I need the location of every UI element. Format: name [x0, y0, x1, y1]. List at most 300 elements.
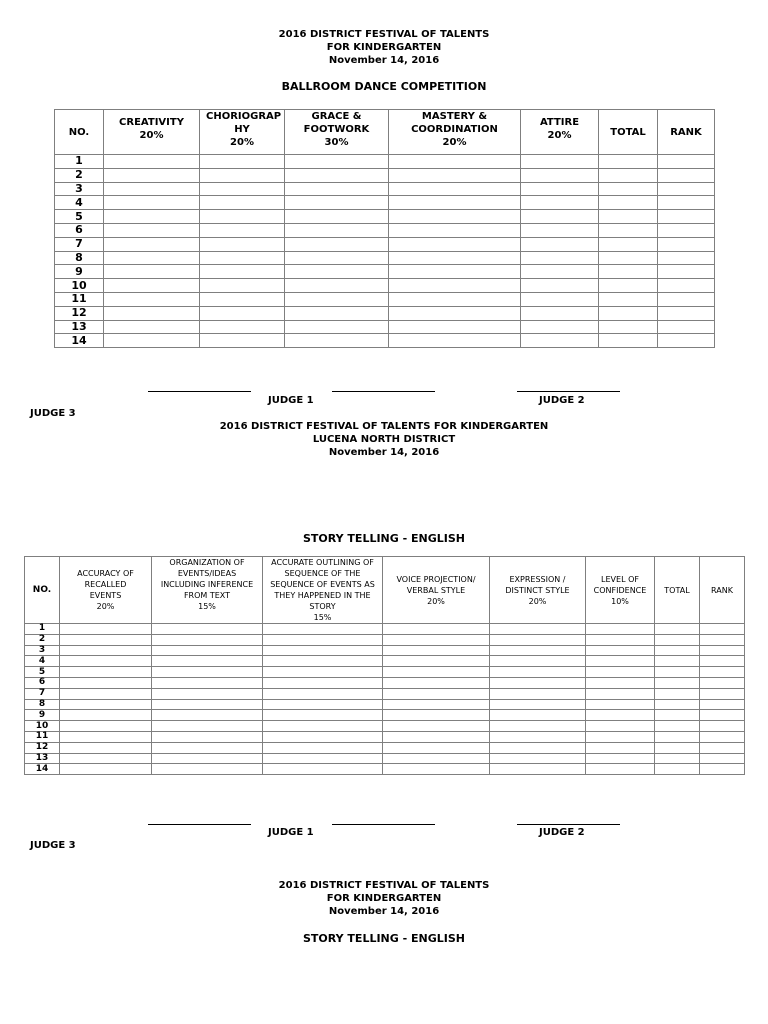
score-cell[interactable] — [490, 645, 586, 656]
score-cell[interactable] — [263, 710, 383, 721]
score-cell[interactable] — [521, 237, 599, 251]
row-number: 11 — [25, 731, 60, 742]
score-cell[interactable] — [599, 265, 658, 279]
table-row — [55, 168, 715, 182]
score-cell[interactable] — [586, 688, 655, 699]
row-number: 14 — [25, 764, 60, 775]
row-number: 13 — [25, 753, 60, 764]
score-cell[interactable] — [104, 306, 200, 320]
score-cell[interactable] — [655, 645, 700, 656]
score-cell[interactable] — [200, 292, 285, 306]
score-cell[interactable] — [389, 320, 521, 334]
score-cell[interactable] — [599, 196, 658, 210]
score-cell[interactable] — [60, 677, 152, 688]
row-number: 11 — [55, 292, 104, 306]
score-cell[interactable] — [60, 667, 152, 678]
column-header-choreography: CHORIOGRAP HY 20% — [200, 110, 285, 155]
score-cell[interactable] — [521, 279, 599, 293]
score-cell[interactable] — [152, 710, 263, 721]
score-cell[interactable] — [263, 624, 383, 635]
table-row — [25, 699, 745, 710]
score-cell[interactable] — [700, 731, 745, 742]
score-cell[interactable] — [586, 710, 655, 721]
score-cell[interactable] — [655, 677, 700, 688]
score-cell[interactable] — [389, 292, 521, 306]
score-cell[interactable] — [263, 634, 383, 645]
score-cell[interactable] — [285, 168, 389, 182]
row-number: 1 — [55, 155, 104, 169]
score-cell[interactable] — [521, 251, 599, 265]
score-cell[interactable] — [60, 721, 152, 732]
score-cell[interactable] — [658, 196, 715, 210]
score-cell[interactable] — [285, 292, 389, 306]
score-cell[interactable] — [152, 731, 263, 742]
header-line-1: 2016 DISTRICT FESTIVAL OF TALENTS FOR KINDERGARTEN — [219, 421, 549, 432]
score-cell[interactable] — [655, 634, 700, 645]
score-cell[interactable] — [599, 182, 658, 196]
score-cell[interactable] — [490, 742, 586, 753]
table-row — [55, 237, 715, 251]
score-cell[interactable] — [285, 223, 389, 237]
score-cell[interactable] — [521, 223, 599, 237]
column-header-organization: ORGANIZATION OF EVENTS/IDEAS INCLUDING INFERENCE FROM TEXT 15% — [152, 557, 263, 624]
score-cell[interactable] — [655, 624, 700, 635]
score-cell[interactable] — [599, 306, 658, 320]
row-number: 14 — [55, 334, 104, 348]
section-title: STORY TELLING - ENGLISH — [302, 932, 465, 945]
score-cell[interactable] — [104, 320, 200, 334]
score-cell[interactable] — [200, 182, 285, 196]
table-row — [55, 196, 715, 210]
table-row — [55, 306, 715, 320]
score-cell[interactable] — [389, 265, 521, 279]
score-cell[interactable] — [655, 710, 700, 721]
table-row — [55, 334, 715, 348]
score-cell[interactable] — [655, 731, 700, 742]
table-row — [25, 731, 745, 742]
score-cell[interactable] — [490, 634, 586, 645]
score-cell[interactable] — [383, 742, 490, 753]
score-cell[interactable] — [60, 753, 152, 764]
score-cell[interactable] — [104, 265, 200, 279]
score-cell[interactable] — [152, 764, 263, 775]
score-cell[interactable] — [389, 279, 521, 293]
score-cell[interactable] — [285, 155, 389, 169]
score-cell[interactable] — [263, 742, 383, 753]
score-cell[interactable] — [200, 237, 285, 251]
table-header-row — [55, 110, 715, 155]
score-cell[interactable] — [60, 645, 152, 656]
column-header-accuracy: ACCURACY OF RECALLED EVENTS 20% — [60, 557, 152, 624]
score-cell[interactable] — [104, 334, 200, 348]
judge-1-label: JUDGE 1 — [268, 827, 314, 838]
row-number: 10 — [55, 279, 104, 293]
signature-line — [148, 391, 251, 392]
section-title: BALLROOM DANCE COMPETITION — [281, 80, 487, 93]
score-cell[interactable] — [655, 742, 700, 753]
score-cell[interactable] — [658, 334, 715, 348]
score-cell[interactable] — [200, 251, 285, 265]
score-cell[interactable] — [263, 667, 383, 678]
festival-header — [0, 879, 768, 918]
score-cell[interactable] — [655, 699, 700, 710]
score-cell[interactable] — [586, 677, 655, 688]
column-header-total: TOTAL — [655, 557, 700, 624]
row-number: 3 — [25, 645, 60, 656]
score-cell[interactable] — [700, 656, 745, 667]
column-header-voice: VOICE PROJECTION/ VERBAL STYLE 20% — [383, 557, 490, 624]
score-cell[interactable] — [700, 753, 745, 764]
score-cell[interactable] — [104, 237, 200, 251]
score-cell[interactable] — [655, 721, 700, 732]
score-cell[interactable] — [700, 710, 745, 721]
score-cell[interactable] — [389, 196, 521, 210]
score-cell[interactable] — [263, 656, 383, 667]
table-row — [55, 210, 715, 224]
table-row — [25, 677, 745, 688]
score-cell[interactable] — [521, 182, 599, 196]
score-cell[interactable] — [599, 223, 658, 237]
score-cell[interactable] — [383, 721, 490, 732]
table-row — [25, 721, 745, 732]
header-date: November 14, 2016 — [328, 55, 440, 66]
score-cell[interactable] — [104, 168, 200, 182]
score-cell[interactable] — [104, 292, 200, 306]
score-cell[interactable] — [152, 677, 263, 688]
column-header-attire: ATTIRE 20% — [521, 110, 599, 155]
score-cell[interactable] — [521, 155, 599, 169]
signature-line — [517, 391, 620, 392]
header-line-2: FOR KINDERGARTEN — [326, 42, 442, 53]
score-cell[interactable] — [521, 320, 599, 334]
ballroom-score-table — [54, 109, 715, 348]
score-cell[interactable] — [490, 677, 586, 688]
score-cell[interactable] — [658, 265, 715, 279]
header-date: November 14, 2016 — [328, 447, 440, 458]
judge-2-label: JUDGE 2 — [539, 827, 585, 838]
score-cell[interactable] — [658, 155, 715, 169]
score-cell[interactable] — [655, 764, 700, 775]
row-number: 12 — [25, 742, 60, 753]
table-row — [25, 634, 745, 645]
score-cell[interactable] — [700, 667, 745, 678]
header-line-2: LUCENA NORTH DISTRICT — [312, 434, 456, 445]
judge-2-label: JUDGE 2 — [539, 395, 585, 406]
table-row — [25, 764, 745, 775]
score-cell[interactable] — [599, 292, 658, 306]
score-cell[interactable] — [521, 210, 599, 224]
row-number: 8 — [55, 251, 104, 265]
row-number: 2 — [25, 634, 60, 645]
score-cell[interactable] — [60, 764, 152, 775]
score-cell[interactable] — [655, 688, 700, 699]
score-cell[interactable] — [521, 196, 599, 210]
score-cell[interactable] — [599, 279, 658, 293]
score-cell[interactable] — [658, 320, 715, 334]
score-cell[interactable] — [700, 624, 745, 635]
festival-header — [0, 28, 768, 67]
score-cell[interactable] — [60, 624, 152, 635]
row-number: 9 — [25, 710, 60, 721]
score-cell[interactable] — [263, 699, 383, 710]
score-cell[interactable] — [389, 223, 521, 237]
score-cell[interactable] — [104, 155, 200, 169]
table-row — [25, 710, 745, 721]
score-cell[interactable] — [389, 251, 521, 265]
score-cell[interactable] — [60, 634, 152, 645]
score-cell[interactable] — [263, 645, 383, 656]
column-header-creativity: CREATIVITY 20% — [104, 110, 200, 155]
score-cell[interactable] — [490, 624, 586, 635]
table-header-row — [25, 557, 745, 624]
score-cell[interactable] — [655, 656, 700, 667]
score-cell[interactable] — [658, 182, 715, 196]
score-cell[interactable] — [383, 645, 490, 656]
score-cell[interactable] — [389, 237, 521, 251]
score-cell[interactable] — [658, 279, 715, 293]
score-cell[interactable] — [655, 753, 700, 764]
table-row — [55, 265, 715, 279]
score-cell[interactable] — [60, 656, 152, 667]
row-number: 8 — [25, 699, 60, 710]
row-number: 6 — [55, 223, 104, 237]
score-cell[interactable] — [200, 306, 285, 320]
score-cell[interactable] — [285, 237, 389, 251]
score-cell[interactable] — [658, 237, 715, 251]
score-cell[interactable] — [152, 699, 263, 710]
score-cell[interactable] — [658, 292, 715, 306]
score-cell[interactable] — [285, 279, 389, 293]
score-cell[interactable] — [60, 710, 152, 721]
signature-line — [332, 824, 435, 825]
score-cell[interactable] — [490, 710, 586, 721]
score-cell[interactable] — [490, 764, 586, 775]
score-cell[interactable] — [586, 645, 655, 656]
score-cell[interactable] — [389, 334, 521, 348]
table-row — [25, 645, 745, 656]
table-row — [25, 688, 745, 699]
score-cell[interactable] — [490, 753, 586, 764]
section-title: STORY TELLING - ENGLISH — [302, 532, 465, 545]
score-cell[interactable] — [104, 182, 200, 196]
score-cell[interactable] — [152, 645, 263, 656]
score-cell[interactable] — [383, 656, 490, 667]
score-cell[interactable] — [389, 182, 521, 196]
score-cell[interactable] — [200, 210, 285, 224]
column-header-total: TOTAL — [599, 110, 658, 155]
table-row — [55, 279, 715, 293]
score-cell[interactable] — [586, 742, 655, 753]
row-number: 5 — [55, 210, 104, 224]
score-cell[interactable] — [383, 731, 490, 742]
score-cell[interactable] — [658, 210, 715, 224]
score-cell[interactable] — [200, 223, 285, 237]
score-cell[interactable] — [263, 677, 383, 688]
score-cell[interactable] — [658, 306, 715, 320]
score-cell[interactable] — [285, 251, 389, 265]
header-line-2: FOR KINDERGARTEN — [326, 893, 442, 904]
score-cell[interactable] — [152, 688, 263, 699]
score-cell[interactable] — [389, 155, 521, 169]
score-cell[interactable] — [658, 168, 715, 182]
column-header-expression: EXPRESSION / DISTINCT STYLE 20% — [490, 557, 586, 624]
score-cell[interactable] — [152, 721, 263, 732]
score-cell[interactable] — [152, 742, 263, 753]
score-cell[interactable] — [383, 624, 490, 635]
score-cell[interactable] — [700, 645, 745, 656]
score-cell[interactable] — [700, 688, 745, 699]
table-row — [55, 155, 715, 169]
table-row — [55, 251, 715, 265]
score-cell[interactable] — [599, 155, 658, 169]
score-cell[interactable] — [655, 667, 700, 678]
score-cell[interactable] — [383, 753, 490, 764]
score-cell[interactable] — [490, 721, 586, 732]
score-cell[interactable] — [490, 656, 586, 667]
score-cell[interactable] — [263, 721, 383, 732]
score-cell[interactable] — [586, 624, 655, 635]
score-cell[interactable] — [521, 306, 599, 320]
score-cell[interactable] — [285, 334, 389, 348]
score-cell[interactable] — [586, 634, 655, 645]
score-cell[interactable] — [200, 196, 285, 210]
score-cell[interactable] — [700, 764, 745, 775]
score-cell[interactable] — [285, 182, 389, 196]
score-cell[interactable] — [104, 251, 200, 265]
score-cell[interactable] — [383, 764, 490, 775]
score-cell[interactable] — [200, 168, 285, 182]
score-cell[interactable] — [389, 210, 521, 224]
festival-header — [0, 420, 768, 459]
score-cell[interactable] — [60, 731, 152, 742]
score-cell[interactable] — [263, 731, 383, 742]
score-cell[interactable] — [521, 265, 599, 279]
storytelling-score-table — [24, 556, 745, 775]
column-header-confidence: LEVEL OF CONFIDENCE 10% — [586, 557, 655, 624]
column-header-no: NO. — [55, 110, 104, 155]
score-cell[interactable] — [521, 168, 599, 182]
score-cell[interactable] — [152, 667, 263, 678]
row-number: 2 — [55, 168, 104, 182]
score-cell[interactable] — [285, 196, 389, 210]
score-cell[interactable] — [104, 196, 200, 210]
signature-line — [332, 391, 435, 392]
row-number: 10 — [25, 721, 60, 732]
row-number: 7 — [25, 688, 60, 699]
signature-line — [148, 824, 251, 825]
score-cell[interactable] — [263, 688, 383, 699]
score-cell[interactable] — [152, 624, 263, 635]
score-cell[interactable] — [383, 634, 490, 645]
score-cell[interactable] — [700, 634, 745, 645]
column-header-rank: RANK — [700, 557, 745, 624]
row-number: 6 — [25, 677, 60, 688]
table-row — [55, 292, 715, 306]
score-cell[interactable] — [586, 753, 655, 764]
score-cell[interactable] — [389, 306, 521, 320]
table-row — [55, 182, 715, 196]
header-line-1: 2016 DISTRICT FESTIVAL OF TALENTS — [278, 29, 490, 40]
score-cell[interactable] — [104, 279, 200, 293]
table-row — [25, 656, 745, 667]
score-cell[interactable] — [586, 731, 655, 742]
score-cell[interactable] — [383, 677, 490, 688]
score-cell[interactable] — [152, 753, 263, 764]
score-cell[interactable] — [152, 634, 263, 645]
judge-3-label: JUDGE 3 — [30, 840, 76, 851]
score-cell[interactable] — [285, 210, 389, 224]
score-cell[interactable] — [599, 237, 658, 251]
score-cell[interactable] — [285, 265, 389, 279]
score-cell[interactable] — [263, 764, 383, 775]
row-number: 4 — [25, 656, 60, 667]
score-cell[interactable] — [599, 320, 658, 334]
score-cell[interactable] — [599, 168, 658, 182]
score-cell[interactable] — [383, 688, 490, 699]
score-cell[interactable] — [200, 155, 285, 169]
score-cell[interactable] — [200, 265, 285, 279]
table-row — [55, 320, 715, 334]
judge-1-label: JUDGE 1 — [268, 395, 314, 406]
score-cell[interactable] — [285, 306, 389, 320]
score-cell[interactable] — [60, 688, 152, 699]
score-cell[interactable] — [263, 753, 383, 764]
score-cell[interactable] — [200, 320, 285, 334]
score-cell[interactable] — [383, 667, 490, 678]
score-cell[interactable] — [586, 656, 655, 667]
score-cell[interactable] — [60, 742, 152, 753]
score-cell[interactable] — [658, 251, 715, 265]
score-cell[interactable] — [521, 292, 599, 306]
score-cell[interactable] — [700, 677, 745, 688]
column-header-grace-footwork: GRACE & FOOTWORK 30% — [285, 110, 389, 155]
score-cell[interactable] — [586, 721, 655, 732]
score-cell[interactable] — [60, 699, 152, 710]
score-cell[interactable] — [152, 656, 263, 667]
score-cell[interactable] — [700, 721, 745, 732]
column-header-outlining: ACCURATE OUTLINING OF SEQUENCE OF THE SEQUENCE OF EVENTS AS THEY HAPPENED IN THE STORY 15% — [263, 557, 383, 624]
score-cell[interactable] — [200, 334, 285, 348]
score-cell[interactable] — [599, 251, 658, 265]
score-cell[interactable] — [383, 710, 490, 721]
row-number: 13 — [55, 320, 104, 334]
table-row — [25, 742, 745, 753]
score-cell[interactable] — [490, 731, 586, 742]
score-cell[interactable] — [700, 742, 745, 753]
score-cell[interactable] — [586, 764, 655, 775]
score-cell[interactable] — [104, 210, 200, 224]
score-cell[interactable] — [104, 223, 200, 237]
score-cell[interactable] — [586, 667, 655, 678]
row-number: 1 — [25, 624, 60, 635]
score-cell[interactable] — [490, 667, 586, 678]
score-cell[interactable] — [521, 334, 599, 348]
column-header-mastery: MASTERY & COORDINATION 20% — [389, 110, 521, 155]
score-cell[interactable] — [285, 320, 389, 334]
score-cell[interactable] — [389, 168, 521, 182]
score-cell[interactable] — [200, 279, 285, 293]
score-cell[interactable] — [490, 699, 586, 710]
row-number: 5 — [25, 667, 60, 678]
signature-line — [517, 824, 620, 825]
score-cell[interactable] — [490, 688, 586, 699]
score-cell[interactable] — [599, 210, 658, 224]
score-cell[interactable] — [700, 699, 745, 710]
score-cell[interactable] — [586, 699, 655, 710]
score-cell[interactable] — [383, 699, 490, 710]
score-cell[interactable] — [658, 223, 715, 237]
score-cell[interactable] — [599, 334, 658, 348]
